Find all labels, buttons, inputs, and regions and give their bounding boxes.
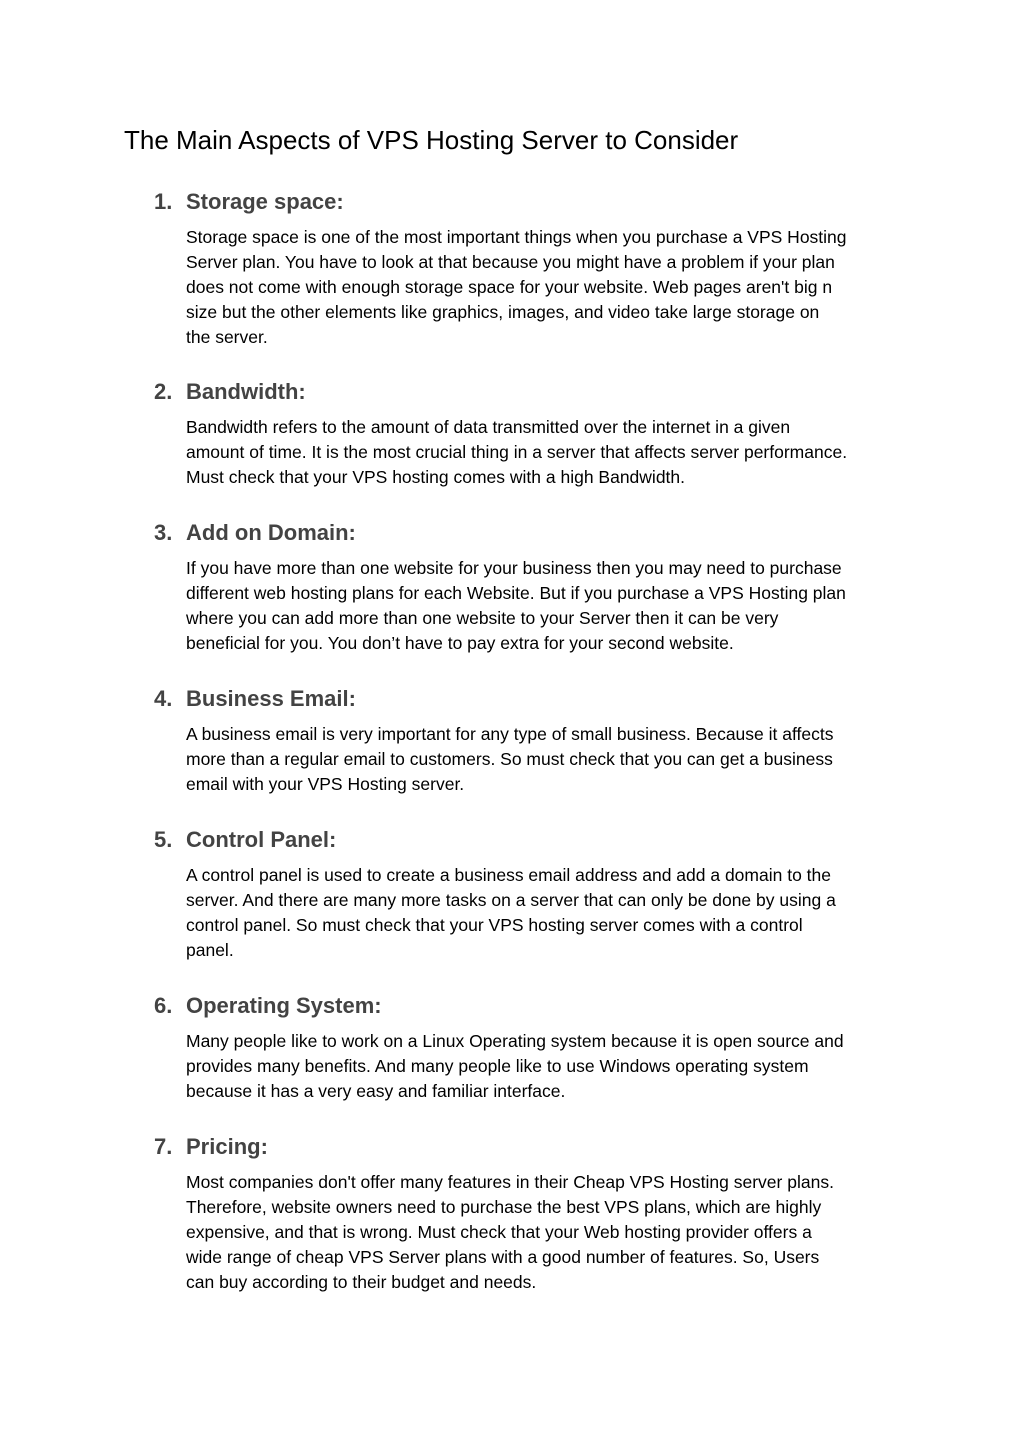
section-heading: Storage space: bbox=[186, 189, 344, 214]
paragraph-line: Many people like to work on a Linux Operating system because it is open source and bbox=[186, 1031, 844, 1051]
paragraph-line: size but the other elements like graphics, images, and video take large storage on bbox=[186, 302, 820, 322]
paragraph-line: different web hosting plans for each Website. But if you purchase a VPS Hosting plan bbox=[186, 583, 846, 603]
section-paragraph bbox=[186, 415, 906, 490]
paragraph-line: Storage space is one of the most important things when you purchase a VPS Hosting bbox=[186, 227, 847, 247]
section-number: 5. bbox=[154, 827, 173, 852]
section-paragraph bbox=[186, 225, 906, 350]
paragraph-line: the server. bbox=[186, 327, 268, 347]
section-paragraph bbox=[186, 1170, 906, 1295]
paragraph-line: expensive, and that is wrong. Must check that your Web hosting provider offers a bbox=[186, 1222, 812, 1242]
section-heading: Pricing: bbox=[186, 1134, 268, 1159]
paragraph-line: because it has a very easy and familiar interface. bbox=[186, 1081, 566, 1101]
section-number: 6. bbox=[154, 993, 173, 1018]
paragraph-line: provides many benefits. And many people like to use Windows operating system bbox=[186, 1056, 809, 1076]
section-number: 3. bbox=[154, 520, 173, 545]
paragraph-line: does not come with enough storage space for your website. Web pages aren't big n bbox=[186, 277, 833, 297]
paragraph-line: Must check that your VPS hosting comes with a high Bandwidth. bbox=[186, 467, 686, 487]
section-paragraph bbox=[186, 863, 906, 963]
paragraph-line: Therefore, website owners need to purchase the best VPS plans, which are highly bbox=[186, 1197, 822, 1217]
paragraph-line: more than a regular email to customers. So must check that you can get a business bbox=[186, 749, 833, 769]
paragraph-line: can buy according to their budget and needs. bbox=[186, 1272, 537, 1292]
paragraph-line: amount of time. It is the most crucial thing in a server that affects server performance. bbox=[186, 442, 848, 462]
section-number: 2. bbox=[154, 379, 173, 404]
paragraph-line: Server plan. You have to look at that because you might have a problem if your plan bbox=[186, 252, 835, 272]
paragraph-line: A business email is very important for any type of small business. Because it affects bbox=[186, 724, 834, 744]
paragraph-line: server. And there are many more tasks on a server that can only be done by using a bbox=[186, 890, 836, 910]
section-paragraph bbox=[186, 1029, 906, 1104]
section-paragraph bbox=[186, 556, 906, 656]
paragraph-line: wide range of cheap VPS Server plans with a good number of features. So, Users bbox=[186, 1247, 820, 1267]
document-title: The Main Aspects of VPS Hosting Server to Consider bbox=[124, 125, 739, 155]
paragraph-line: control panel. So must check that your VPS hosting server comes with a control bbox=[186, 915, 803, 935]
paragraph-line: A control panel is used to create a business email address and add a domain to the bbox=[186, 865, 831, 885]
paragraph-line: email with your VPS Hosting server. bbox=[186, 774, 465, 794]
section-number: 7. bbox=[154, 1134, 173, 1159]
paragraph-line: where you can add more than one website to your Server then it can be very bbox=[186, 608, 779, 628]
section-heading: Add on Domain: bbox=[186, 520, 356, 545]
paragraph-line: panel. bbox=[186, 940, 234, 960]
paragraph-line: Bandwidth refers to the amount of data transmitted over the internet in a given bbox=[186, 417, 791, 437]
section-heading: Bandwidth: bbox=[186, 379, 306, 404]
section-number: 4. bbox=[154, 686, 173, 711]
section-number: 1. bbox=[154, 189, 173, 214]
paragraph-line: beneficial for you. You don’t have to pay extra for your second website. bbox=[186, 633, 734, 653]
paragraph-line: Most companies don't offer many features in their Cheap VPS Hosting server plans. bbox=[186, 1172, 834, 1192]
section-heading: Control Panel: bbox=[186, 827, 337, 852]
section-heading: Operating System: bbox=[186, 993, 382, 1018]
paragraph-line: If you have more than one website for your business then you may need to purchase bbox=[186, 558, 842, 578]
section-paragraph bbox=[186, 722, 906, 797]
section-heading: Business Email: bbox=[186, 686, 356, 711]
